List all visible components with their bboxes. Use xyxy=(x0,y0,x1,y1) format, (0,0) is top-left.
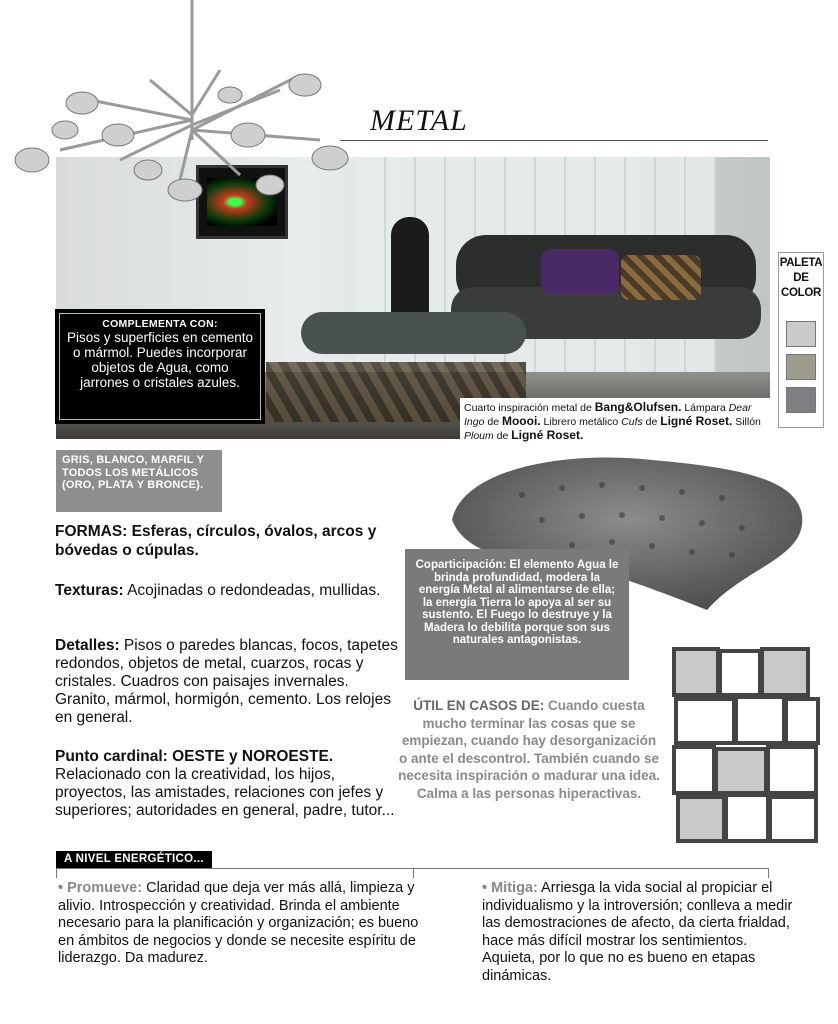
palette-swatch xyxy=(786,321,816,347)
mitiga-text: Arriesga la vida social al propiciar el individualismo y la introversión; conlleva a medir las demostraciones de afecto, da cierta frialdad, hace más difícil mostrar los sentimientos. Aquieta, por lo que no es bueno en etapas dinámicas. xyxy=(482,880,793,984)
complementa-text: Pisos y superficies en cemento o mármol. Puedes incorporar objetos de Agua, como jarrones o cristales azules. xyxy=(66,330,254,390)
palette-label xyxy=(779,256,823,301)
mitiga-label: • Mitiga: xyxy=(482,880,538,896)
util-paragraph xyxy=(398,697,660,802)
caption-text: Lámpara xyxy=(681,402,729,414)
photo-coffee-table xyxy=(301,312,526,354)
photo-pillow-purple xyxy=(541,249,619,294)
caption-text: de xyxy=(642,416,661,428)
rule-tick xyxy=(413,868,414,878)
formas-text: FORMAS: Esferas, círculos, óvalos, arcos y bóvedas o cúpulas. xyxy=(55,523,377,559)
complementa-heading: COMPLEMENTA CON: xyxy=(102,318,218,330)
title-rule xyxy=(340,140,768,141)
coparticipacion-box: Coparticipación: El elemento Agua le brinda profundidad, modera la energía Metal al alimentarse de ella; la energía Tierra lo apoya al ser su sustento. El Fuego lo destruye y la Madera lo debilita porque son sus naturales antagonistas. xyxy=(405,549,629,680)
caption-brand: Ligné Roset. xyxy=(660,414,733,428)
rule-tick xyxy=(56,868,57,878)
caption-brand: Ligné Roset. xyxy=(511,428,584,442)
texturas-paragraph xyxy=(55,582,400,600)
promueve-text: Claridad que deja ver más allá, limpieza y alivio. Introspección y creatividad. Brinda el ambiente necesario para la planificación y organización; es bueno en ámbitos de negocios y donde se necesite espíritu de liderazgo. Da madurez. xyxy=(58,880,419,966)
detalles-text: Pisos o paredes blancas, focos, tapetes redondos, objetos de metal, cuarzos, rocas y cristales. Cuadros con paisajes invernales. Granito, mármol, hormigón, cemento. Los relojes en general. xyxy=(55,637,398,726)
punto-text: Relacionado con la creatividad, los hijos, proyectos, las amistades, relaciones con jefes y superiores; autoridades en general, padre, tutor... xyxy=(55,766,395,819)
page-title: METAL xyxy=(370,104,468,137)
color-palette xyxy=(778,252,824,428)
punto-paragraph xyxy=(55,748,400,820)
promueve-paragraph xyxy=(58,880,428,968)
palette-label-line: COLOR xyxy=(780,287,822,299)
detalles-label: Detalles: xyxy=(55,637,120,654)
caption-text: de xyxy=(493,430,512,442)
caption-item: Ploum xyxy=(464,430,494,442)
rule-tick xyxy=(768,868,769,878)
punto-label: Punto cardinal: OESTE y NOROESTE. xyxy=(55,748,334,765)
mitiga-paragraph xyxy=(482,880,798,985)
util-text: Cuando cuesta mucho terminar las cosas que se empiezan, cuando hay desorganización o ante el descontrol. También cuando se necesita inspiración o madurar una idea. Calma a las personas hiperactivas. xyxy=(398,698,660,801)
promueve-label: • Promueve: xyxy=(58,880,143,896)
util-label: ÚTIL EN CASOS DE: xyxy=(413,698,545,713)
palette-label-line: DE xyxy=(793,272,809,284)
palette-swatch xyxy=(786,354,816,380)
caption-item: Dear Ingo xyxy=(464,402,752,428)
hero-caption xyxy=(460,398,770,445)
palette-label-line: PALETA xyxy=(779,257,823,269)
caption-text: Librero metálico xyxy=(540,416,622,428)
caption-item: Cufs xyxy=(621,416,643,428)
texturas-text: Acojinadas o redondeadas, mullidas. xyxy=(123,582,381,599)
photo-speaker xyxy=(391,217,429,322)
caption-text: de xyxy=(484,416,502,428)
cufs-bookshelf-illustration xyxy=(670,645,822,847)
detalles-paragraph xyxy=(55,637,400,727)
nivel-energetico-heading: A NIVEL ENERGÉTICO... xyxy=(56,851,212,869)
palette-swatch xyxy=(786,387,816,413)
caption-brand: Moooi. xyxy=(501,414,541,428)
caption-brand: Bang&Olufsen. xyxy=(594,400,682,414)
lamp-illustration xyxy=(0,0,370,210)
caption-text: Sillón xyxy=(732,416,761,428)
photo-pillow-patterned xyxy=(621,255,701,300)
colors-banner: GRIS, BLANCO, MARFIL Y TODOS LOS METÁLICOS (ORO, PLATA Y BRONCE). xyxy=(56,450,222,512)
caption-text: Cuarto inspiración metal de xyxy=(464,402,595,414)
texturas-label: Texturas: xyxy=(55,582,124,599)
complementa-box xyxy=(55,309,265,424)
